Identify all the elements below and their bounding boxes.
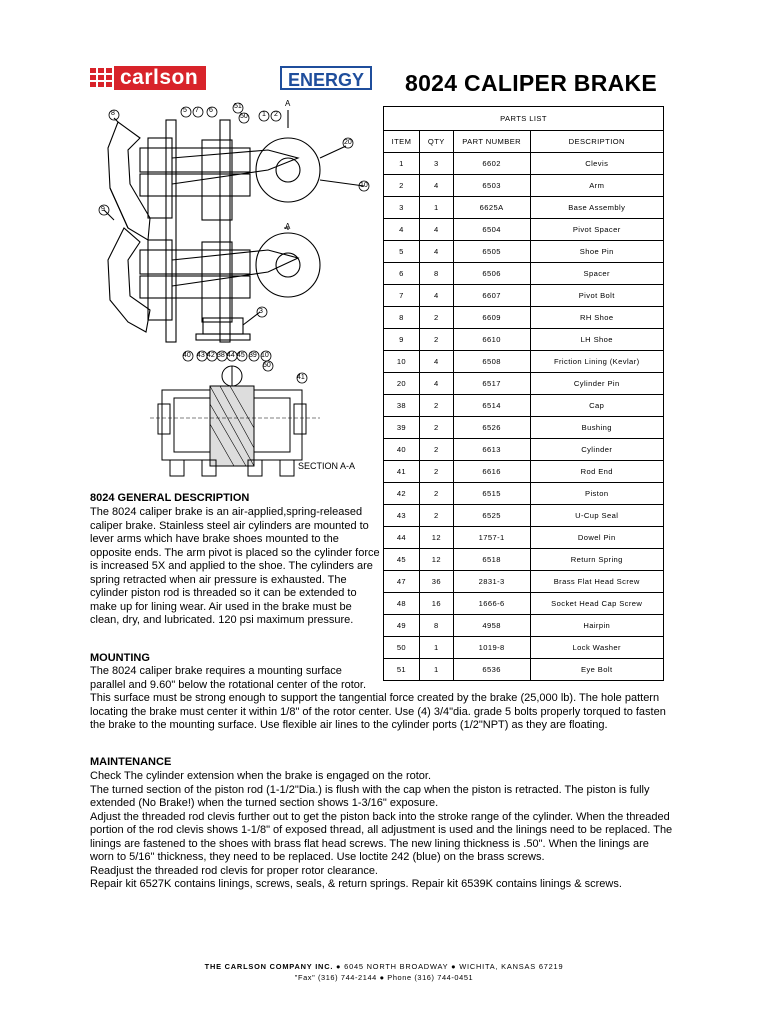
- callout-42: 42: [207, 352, 215, 359]
- cell-description: Cap: [530, 395, 664, 417]
- maintenance-line: Repair kit 6527K contains linings, screws, seals, & return springs. Repair kit 6539K contains linings & screws.: [90, 878, 622, 890]
- footer-phone: Phone (316) 744-0451: [387, 973, 474, 982]
- cell-item: 42: [384, 483, 420, 505]
- callout-3: 3: [259, 308, 263, 315]
- column-header-qty: QTY: [419, 131, 453, 153]
- footer-address: [0, 962, 768, 971]
- logo-grid-icon: [90, 68, 112, 88]
- cell-part-number: 2831-3: [453, 571, 530, 593]
- cell-item: 49: [384, 615, 420, 637]
- table-row: [384, 549, 664, 571]
- cell-item: 9: [384, 329, 420, 351]
- table-row: [384, 395, 664, 417]
- table-row: [384, 439, 664, 461]
- general-description-text: The 8024 caliper brake is an air-applied,spring-released caliper brake. Stainless steel air cylinders are mounted to lever arms which have brake shoes mounted to the opposite ends. The arm pivot is placed so the cylinder force is increased 5X and applied to the shoe. The cylinders are spring retracted when air pressure is exhausted. The cylinder piston rod is threaded so it can be extended to make up for lining wear. Air used in the brake must be clean, dry, and lubricated. 120 psi maximum pressure.: [90, 506, 380, 626]
- cell-qty: 4: [419, 351, 453, 373]
- callout-5: 5: [183, 107, 187, 114]
- cell-qty: 8: [419, 615, 453, 637]
- callout-6: 6: [209, 107, 213, 114]
- mounting-line: parallel and 9.60" below the rotational center of the rotor.: [90, 678, 367, 691]
- cell-description: Shoe Pin: [530, 241, 664, 263]
- cell-description: Eye Bolt: [530, 659, 664, 681]
- cell-qty: 4: [419, 175, 453, 197]
- bullet-icon: ●: [379, 973, 385, 982]
- mounting-line: The 8024 caliper brake requires a mounting surface: [90, 665, 342, 677]
- cell-qty: 2: [419, 395, 453, 417]
- table-row: [384, 461, 664, 483]
- cell-item: 4: [384, 219, 420, 241]
- cell-description: Return Spring: [530, 549, 664, 571]
- cell-description: Arm: [530, 175, 664, 197]
- cell-part-number: 6525: [453, 505, 530, 527]
- cell-item: 5: [384, 241, 420, 263]
- table-row: [384, 417, 664, 439]
- callout-45: 45: [237, 352, 245, 359]
- callout-39: 39: [249, 352, 257, 359]
- column-header-item: ITEM: [384, 131, 420, 153]
- column-header-part-number: PART NUMBER: [453, 131, 530, 153]
- table-row: [384, 351, 664, 373]
- cell-part-number: 6609: [453, 307, 530, 329]
- table-row: [384, 175, 664, 197]
- cell-qty: 3: [419, 153, 453, 175]
- cell-item: 2: [384, 175, 420, 197]
- maintenance-heading: MAINTENANCE: [90, 756, 172, 768]
- callout-51: 51: [234, 103, 242, 110]
- cell-description: Lock Washer: [530, 637, 664, 659]
- cell-item: 43: [384, 505, 420, 527]
- table-row: [384, 505, 664, 527]
- cell-qty: 2: [419, 505, 453, 527]
- table-row: [384, 153, 664, 175]
- cell-description: Clevis: [530, 153, 664, 175]
- cell-qty: 4: [419, 285, 453, 307]
- table-row: [384, 285, 664, 307]
- cell-item: 39: [384, 417, 420, 439]
- footer-street: 6045 NORTH BROADWAY: [344, 962, 449, 971]
- cell-qty: 16: [419, 593, 453, 615]
- cell-qty: 1: [419, 659, 453, 681]
- cell-qty: 1: [419, 197, 453, 219]
- bullet-icon: ●: [336, 962, 342, 971]
- cell-item: 41: [384, 461, 420, 483]
- cell-part-number: 1757-1: [453, 527, 530, 549]
- maintenance-text: [90, 770, 675, 892]
- cell-item: 51: [384, 659, 420, 681]
- table-row: [384, 241, 664, 263]
- caliper-brake-drawing: [88, 100, 378, 350]
- footer-fax: "Fax" (316) 744-2144: [294, 973, 377, 982]
- cell-part-number: 4958: [453, 615, 530, 637]
- cell-qty: 36: [419, 571, 453, 593]
- cell-part-number: 6536: [453, 659, 530, 681]
- cell-qty: 12: [419, 549, 453, 571]
- mounting-text: [90, 665, 675, 733]
- table-row: [384, 219, 664, 241]
- column-header-description: DESCRIPTION: [530, 131, 664, 153]
- cell-item: 1: [384, 153, 420, 175]
- cell-description: Bushing: [530, 417, 664, 439]
- cell-description: Dowel Pin: [530, 527, 664, 549]
- mounting-line: This surface must be strong enough to support the tangential force created by the brake (25,000 lb). The hole pattern locating the brake must center it within 1/8" of the rotor center. Use (4) 3/4"dia. grade 5 bolts properly torqued to fasten the brake to the mounting surface. Use flexible air lines to the cylinder ports (1/2"NPT) as they are floating.: [90, 692, 666, 731]
- callout-44: 44: [227, 352, 235, 359]
- cell-item: 40: [384, 439, 420, 461]
- cell-part-number: 6602: [453, 153, 530, 175]
- cell-item: 3: [384, 197, 420, 219]
- callout-1: 1: [262, 111, 266, 118]
- cell-part-number: 6613: [453, 439, 530, 461]
- cell-part-number: 6517: [453, 373, 530, 395]
- table-row: [384, 637, 664, 659]
- cell-qty: 8: [419, 263, 453, 285]
- callout-7: 7: [195, 107, 199, 114]
- cell-item: 7: [384, 285, 420, 307]
- cell-qty: 4: [419, 219, 453, 241]
- cell-description: Friction Lining (Kevlar): [530, 351, 664, 373]
- cell-description: LH Shoe: [530, 329, 664, 351]
- cell-part-number: 6503: [453, 175, 530, 197]
- footer-company: THE CARLSON COMPANY INC.: [204, 962, 334, 971]
- maintenance-line: Readjust the threaded rod clevis for proper rotor clearance.: [90, 864, 378, 877]
- general-description-heading: 8024 GENERAL DESCRIPTION: [90, 492, 250, 504]
- table-row: [384, 307, 664, 329]
- callout-50: 50: [240, 113, 248, 120]
- table-row: [384, 329, 664, 351]
- section-label: SECTION A-A: [298, 461, 356, 471]
- cell-description: Pivot Bolt: [530, 285, 664, 307]
- cell-item: 50: [384, 637, 420, 659]
- carlson-energy-logo: [90, 66, 365, 90]
- callout-41: 41: [297, 374, 305, 381]
- callout-40: 40: [183, 352, 191, 359]
- table-row: [384, 593, 664, 615]
- cell-description: Spacer: [530, 263, 664, 285]
- cell-description: Brass Flat Head Screw: [530, 571, 664, 593]
- cell-description: Hairpin: [530, 615, 664, 637]
- callout-38: 38: [217, 352, 225, 359]
- cell-item: 47: [384, 571, 420, 593]
- parts-list-table: [383, 106, 664, 681]
- cell-item: 44: [384, 527, 420, 549]
- maintenance-line: Check The cylinder extension when the brake is engaged on the rotor.: [90, 770, 432, 782]
- cell-qty: 2: [419, 307, 453, 329]
- cell-item: 45: [384, 549, 420, 571]
- cell-qty: 1: [419, 637, 453, 659]
- callout-43: 43: [197, 352, 205, 359]
- cell-qty: 2: [419, 439, 453, 461]
- cell-description: Base Assembly: [530, 197, 664, 219]
- callout-10: 10: [360, 182, 368, 189]
- cell-item: 10: [384, 351, 420, 373]
- cell-item: 20: [384, 373, 420, 395]
- table-row: [384, 483, 664, 505]
- cell-qty: 4: [419, 373, 453, 395]
- cell-qty: 4: [419, 241, 453, 263]
- cell-part-number: 6515: [453, 483, 530, 505]
- parts-list-caption: PARTS LIST: [384, 107, 664, 131]
- callout-10-section: 10: [261, 352, 269, 359]
- table-row: [384, 527, 664, 549]
- cell-part-number: 6526: [453, 417, 530, 439]
- document-title: 8024 CALIPER BRAKE: [405, 70, 658, 96]
- maintenance-line: The turned section of the piston rod (1-1/2"Dia.) is flush with the cap when the piston is retracted. The piston is fully extended (No Brake!) when the turned section shows 1-3/16" exposure.: [90, 783, 650, 809]
- cell-item: 38: [384, 395, 420, 417]
- callout-50-section: 50: [263, 362, 271, 369]
- cell-description: Cylinder Pin: [530, 373, 664, 395]
- cell-description: Socket Head Cap Screw: [530, 593, 664, 615]
- cell-qty: 2: [419, 329, 453, 351]
- maintenance-line: Adjust the threaded rod clevis further out to get the piston back into the stroke range of the cylinder. When the threaded portion of the rod clevis shows 1-1/8" of exposed thread, all adjustment is used and the linings need to be replaced. The linings are fastened to the shoes with brass flat head screws. The new lining thickness is .50". When the linings are worn to 5/16" thickness, they need to be replaced. Use loctite 242 (blue) on the brass screws.: [90, 810, 673, 863]
- cell-part-number: 6506: [453, 263, 530, 285]
- logo-energy-word: ENERGY: [280, 66, 372, 90]
- table-row: [384, 197, 664, 219]
- cell-part-number: 6625A: [453, 197, 530, 219]
- cell-item: 8: [384, 307, 420, 329]
- cell-qty: 12: [419, 527, 453, 549]
- cell-description: RH Shoe: [530, 307, 664, 329]
- footer-contact: [0, 973, 768, 982]
- cell-description: Cylinder: [530, 439, 664, 461]
- cell-qty: 2: [419, 461, 453, 483]
- cell-part-number: 1666-6: [453, 593, 530, 615]
- callout-20: 20: [344, 139, 352, 146]
- cell-description: Piston: [530, 483, 664, 505]
- cell-part-number: 1019-8: [453, 637, 530, 659]
- section-marker-top: A: [285, 99, 291, 108]
- cell-item: 6: [384, 263, 420, 285]
- parts-list-body: [384, 153, 664, 681]
- callout-9: 9: [101, 206, 105, 213]
- callout-2: 2: [274, 111, 278, 118]
- cell-description: Rod End: [530, 461, 664, 483]
- cell-part-number: 6508: [453, 351, 530, 373]
- cell-item: 48: [384, 593, 420, 615]
- cell-part-number: 6610: [453, 329, 530, 351]
- cell-part-number: 6504: [453, 219, 530, 241]
- section-marker-bottom: A: [285, 222, 291, 231]
- table-row: [384, 571, 664, 593]
- cell-part-number: 6616: [453, 461, 530, 483]
- table-row: [384, 615, 664, 637]
- callout-8: 8: [111, 110, 115, 117]
- bullet-icon: ●: [451, 962, 457, 971]
- mounting-heading: MOUNTING: [90, 652, 150, 664]
- footer-city: WICHITA, KANSAS 67219: [459, 962, 564, 971]
- cell-part-number: 6518: [453, 549, 530, 571]
- cell-part-number: 6607: [453, 285, 530, 307]
- cell-qty: 2: [419, 417, 453, 439]
- table-row: [384, 263, 664, 285]
- cell-part-number: 6514: [453, 395, 530, 417]
- logo-company-word: carlson: [114, 66, 206, 90]
- cell-part-number: 6505: [453, 241, 530, 263]
- cell-qty: 2: [419, 483, 453, 505]
- table-row: [384, 373, 664, 395]
- cell-description: Pivot Spacer: [530, 219, 664, 241]
- cell-description: U-Cup Seal: [530, 505, 664, 527]
